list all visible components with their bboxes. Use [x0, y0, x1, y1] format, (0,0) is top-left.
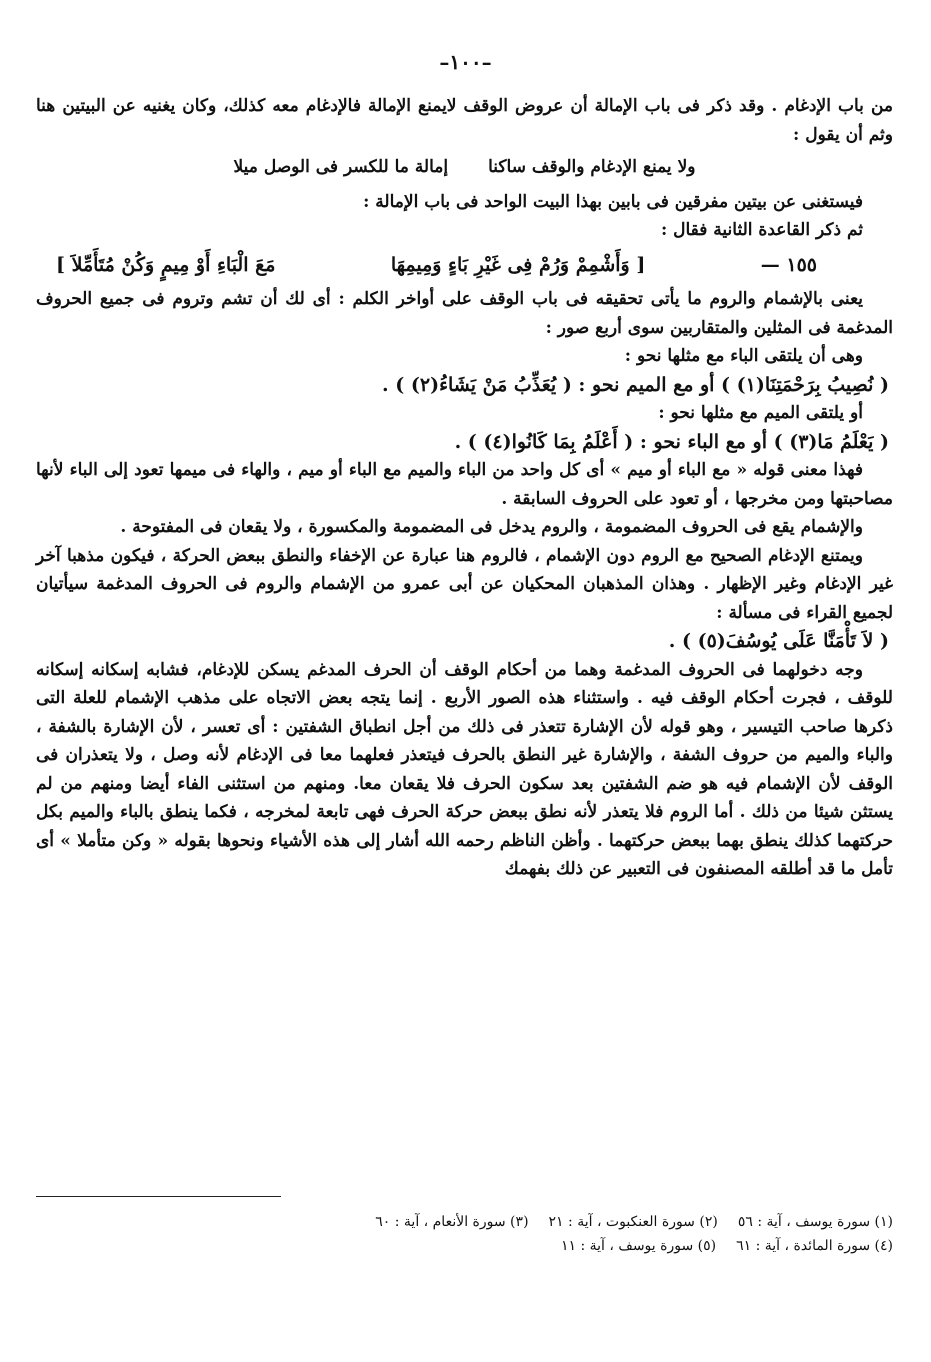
paragraph-8: والإشمام يقع فى الحروف المضمومة ، والروم يدخل فى المضمومة والمكسورة ، ولا يقعان فى المفتوحة . [120, 517, 863, 537]
main-text [36, 92, 893, 884]
paragraph-9: ويمتنع الإدغام الصحيح مع الروم دون الإشمام ، فالروم هنا عبارة عن الإخفاء والنطق ببعض الحركة ، فيكون مذهبا آخر غير الإدغام وغير الإظهار . وهذان المذهبان المحكيان عن أبى عمرو من الإشمام والروم فى الحروف المدغمة سيأتيان لجميع القراء فى مسألة : [36, 545, 893, 623]
example-mim: ( يَعْلَمُ مَا(٣) ) أو مع الباء نحو : ( أَعْلَمُ بِمَا كَانُوا(٤) ) . [454, 430, 889, 453]
poem-hemistich-right: [ وَأَشْمِمْ وَرُمْ فِى غَيْرِ بَاءٍ وَمِيمِهَا [390, 253, 646, 276]
verse-line [36, 153, 893, 182]
footnote-1: (١) سورة يوسف ، آية : ٥٦ [737, 1214, 893, 1230]
footnote-row-2 [36, 1234, 893, 1258]
paragraph-1: من باب الإدغام . وقد ذكر فى باب الإمالة أن عروض الوقف لايمنع الإمالة فالإدغام معه كذلك، وكان يغنيه عن البيتين هنا وثم أن يقول : [36, 96, 893, 145]
footnote-5: (٥) سورة يوسف ، آية : ١١ [560, 1238, 717, 1254]
paragraph-3: ثم ذكر القاعدة الثانية فقال : [660, 220, 863, 240]
verse-hemistich-right: ولا يمنع الإدغام والوقف ساكنا [488, 157, 696, 177]
paragraph-4: يعنى بالإشمام والروم ما يأتى تحقيقه فى باب الوقف على أواخر الكلم : أى لك أن تشم وتروم فى جميع الحروف المدغمة فى المثلين والمتقاربين سوى أربع صور : [36, 289, 893, 338]
footnote-row-1 [36, 1210, 893, 1234]
footnote-2: (٢) سورة العنكبوت ، آية : ٢١ [548, 1214, 718, 1230]
footnotes [36, 1196, 893, 1258]
paragraph-2: فيستغنى عن بيتين مفرقين فى بابين بهذا البيت الواحد فى باب الإمالة : [363, 191, 863, 212]
verse-hemistich-left: إمالة ما للكسر فى الوصل ميلا [233, 157, 449, 177]
page-number: –١٠٠– [439, 50, 492, 74]
poem-verse-155 [36, 251, 893, 280]
footnote-4: (٤) سورة المائدة ، آية : ٦١ [736, 1238, 893, 1254]
example-ba: ( نُصِيبُ بِرَحْمَتِنَا(١) ) أو مع الميم نحو : ( يُعَذِّبُ مَنْ يَشَاءُ(٢) ) . [382, 373, 889, 396]
paragraph-5: وهى أن يلتقى الباء مع مثلها نحو : [624, 346, 863, 366]
footnote-3: (٣) سورة الأنعام ، آية : ٦٠ [375, 1214, 529, 1230]
poem-hemistich-left: مَعَ الْبَاءِ أَوْ مِيمٍ وَكُنْ مُتَأَمِّلاَ ] [56, 253, 276, 276]
paragraph-6: أو يلتقى الميم مع مثلها نحو : [658, 403, 863, 423]
paragraph-7: فهذا معنى قوله « مع الباء أو ميم » أى كل واحد من الباء والميم مع الباء أو ميم ، والهاء فى ميمها تعود إلى الباء لأنها مصاحبتها ومن مخرجها ، أو تعود على الحروف السابقة . [36, 460, 893, 509]
paragraph-10: وجه دخولهما فى الحروف المدغمة وهما من أحكام الوقف أن الحرف المدغم يسكن للإدغام، فشابه إسكانه إسكانه للوقف ، فجرت أحكام الوقف فيه . واستثناء هذه الصور الأربع . إنما يتجه بعض الاتجاه على مذهب الإشمام للعلة التى ذكرها صاحب التيسير ، وهو قوله لأن الإشارة تتعذر فى ذلك من أجل انطباق الشفتين : أى تعسر ، لأن الإشارة بالشفة ، والباء والميم من حروف الشفة ، والإشارة غير النطق بالحرف فيتعذر فعلهما معا فى الإدغام لأنه وصل ، ولا يتعذران فى الوقف لأن الإشمام فيه هو ضم الشفتين بعد سكون الحرف فلا يقعان معا. ومنهم من استثنى الفاء أيضا ومنهم من لم يستثن شيئا من ذلك . أما الروم فلا يتعذر لأنه نطق ببعض حركة الحرف فهى تابعة لمخرجه ، فكما ينطق بالباء والميم بكل حركتهما كذلك ينطق بهما ببعض حركتهما . وأظن الناظم رحمه الله أشار إلى هذه الأشياء ونحوها بقوله « وكن متأملا » أى تأمل ما قد أطلقه المصنفون فى التعبير عن ذلك بفهمك [36, 659, 893, 879]
verse-number: ١٥٥ — [760, 253, 817, 276]
example-la-tamanna: ( لاَ تَأْمَنَّا عَلَى يُوسُفَ(٥) ) . [668, 630, 889, 652]
